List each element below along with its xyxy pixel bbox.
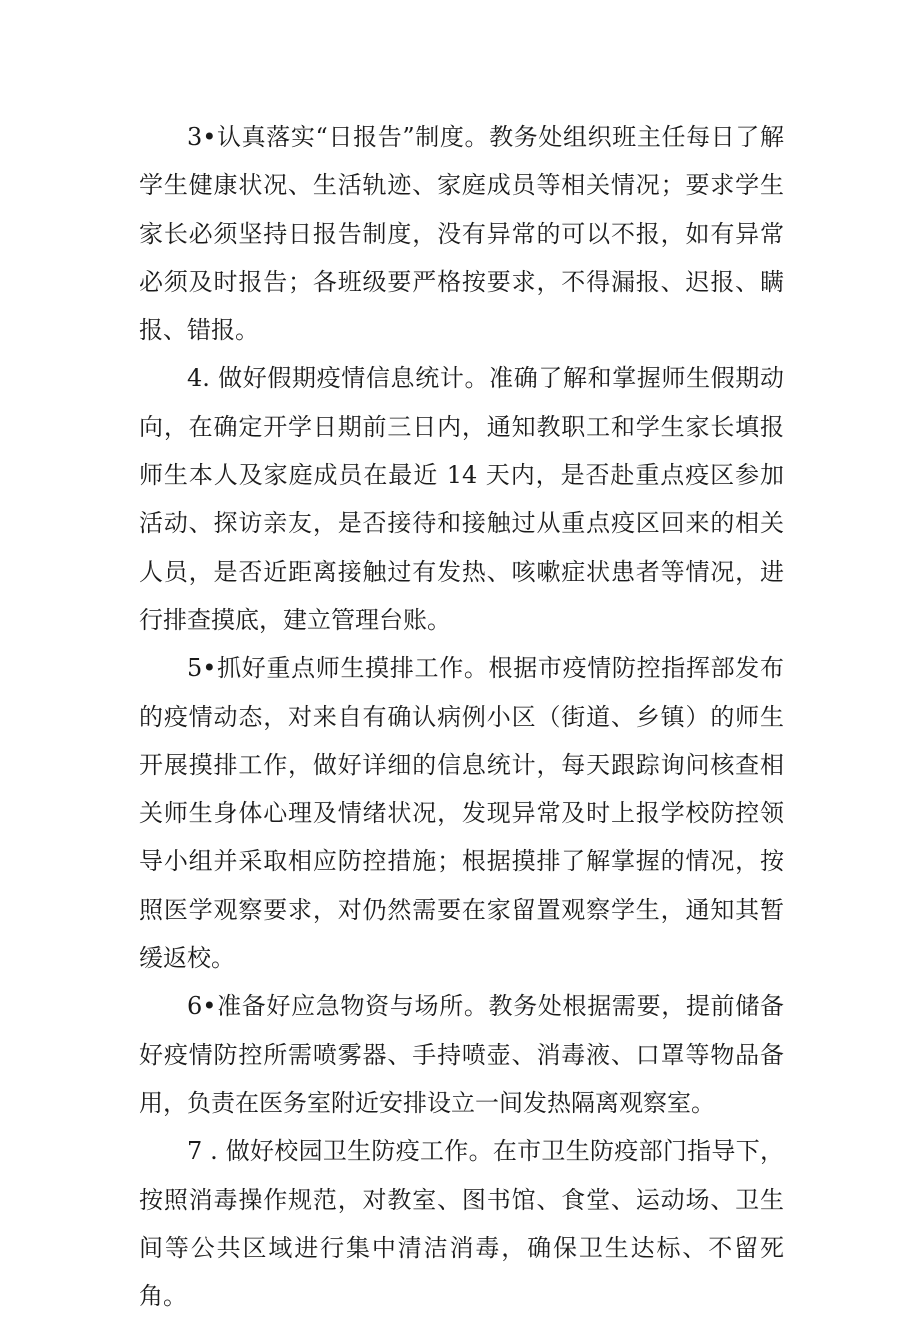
paragraph-daily-report: 3•认真落实“日报告”制度。教务处组织班主任每日了解学生健康状况、生活轨迹、家庭成员等相关情况；要求学生家长必须坚持日报告制度，没有异常的可以不报，如有异常必须及时报告；各班级要严格按要求，不得漏报、迟报、瞒报、错报。 <box>139 123 784 345</box>
paragraph-key-screening: 5•抓好重点师生摸排工作。根据市疫情防控指挥部发布的疫情动态，对来自有确认病例小区（街道、乡镇）的师生开展摸排工作，做好详细的信息统计，每天跟踪询问核查相关师生身体心理及情绪状况，发现异常及时上报学校防控领导小组并采取相应防控措施；根据摸排了解掌握的情况，按照医学观察要求，对仍然需要在家留置观察学生，通知其暂缓返校。 <box>139 654 784 973</box>
paragraph-holiday-statistics: 4. 做好假期疫情信息统计。准确了解和掌握师生假期动向，在确定开学日期前三日内，通知教职工和学生家长填报师生本人及家庭成员在最近 14 天内，是否赴重点疫区参加活动、探访亲友，是否接待和接触过从重点疫区回来的相关人员，是否近距离接触过有发热、咳嗽症状患者等情况，进行排查摸底，建立管理台账。 <box>139 364 784 634</box>
paragraph-emergency-supplies: 6•准备好应急物资与场所。教务处根据需要，提前储备好疫情防控所需喷雾器、手持喷壶、消毒液、口罩等物品备用，负责在医务室附近安排设立一间发热隔离观察室。 <box>139 992 784 1117</box>
document-body <box>139 113 784 1320</box>
paragraph-campus-hygiene: 7 . 做好校园卫生防疫工作。在市卫生防疫部门指导下，按照消毒操作规范，对教室、图书馆、食堂、运动场、卫生间等公共区域进行集中清洁消毒，确保卫生达标、不留死角。 <box>139 1137 784 1311</box>
